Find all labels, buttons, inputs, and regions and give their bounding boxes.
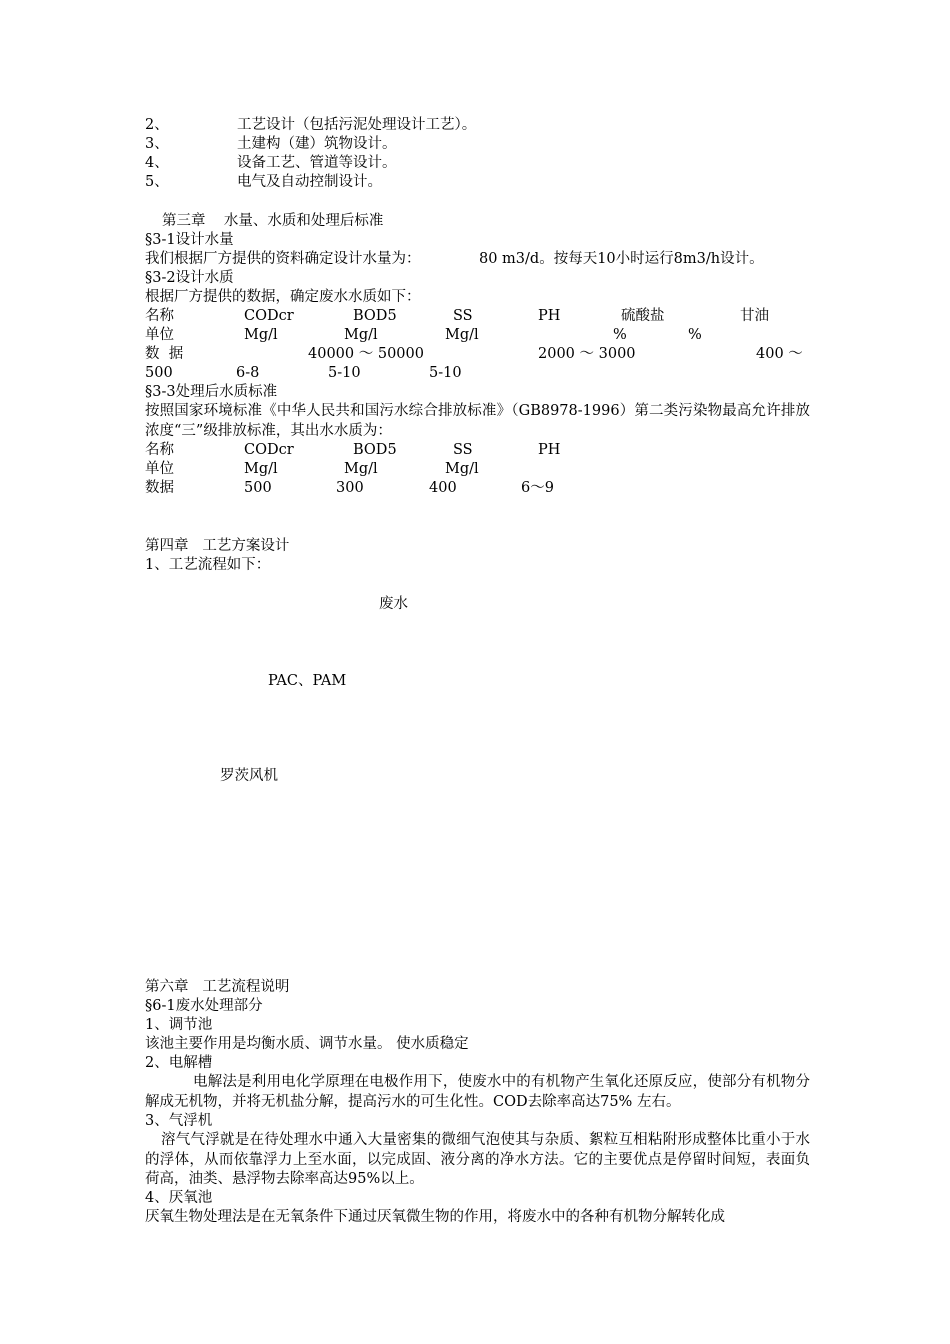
t1-data-row2-a: 500: [145, 365, 173, 381]
t2-units-bod: Mg/l: [344, 461, 378, 477]
flow-label-wastewater: 废水: [379, 596, 408, 612]
chapter4-heading: 第四章 工艺方案设计: [145, 538, 290, 554]
section-3-3-heading: §3-3处理后水质标准: [145, 384, 278, 400]
t1-data-label: 数 据: [145, 346, 184, 362]
t2-units-ss: Mg/l: [445, 461, 479, 477]
section-3-1-heading: §3-1设计水量: [145, 232, 234, 248]
chapter3-heading: 第三章 水量、水质和处理后标准: [162, 213, 384, 229]
t1-units-ss: Mg/l: [445, 327, 479, 343]
quality-intro: 根据厂方提供的数据，确定废水水质如下：: [145, 289, 421, 305]
t2-header-ss: SS: [453, 442, 473, 458]
item-3-number: 3、: [145, 136, 169, 152]
t2-data-cod: 500: [244, 480, 272, 496]
equalization-tank-text: 该池主要作用是均衡水质、调节水量。 使水质稳定: [145, 1036, 469, 1052]
air-flotation-text: 溶气气浮就是在待处理水中通入大量密集的微细气泡使其与杂质、絮粒互相粘附形成整体比重小于水的浮体，从而依靠浮力上至水面，以完成固、液分离的净水方法。它的主要优点是停留时间短，表面负荷高，油类、悬浮物去除率高达95%以上。: [145, 1132, 810, 1187]
section-3-2-heading: §3-2设计水质: [145, 270, 234, 286]
discharge-standard-text: 按照国家环境标准《中华人民共和国污水综合排放标准》（GB8978-1996）第二类污染物最高允许排放浓度“三”级排放标准，其出水水质为：: [145, 403, 810, 439]
t1-data-ss: 400 ～: [756, 346, 803, 362]
anaerobic-tank-title: 4、厌氧池: [145, 1190, 213, 1206]
t2-header-cod: CODcr: [244, 442, 294, 458]
t1-units-label: 单位: [145, 327, 174, 343]
t1-header-bod: BOD5: [353, 308, 397, 324]
item-2-number: 2、: [145, 117, 169, 133]
item-4-number: 4、: [145, 155, 169, 171]
t1-header-cod: CODcr: [244, 308, 294, 324]
t2-data-label: 数据: [145, 480, 174, 496]
electrolysis-text: 电解法是利用电化学原理在电极作用下，使废水中的有机物产生氧化还原反应，使部分有机物分解成无机物，并将无机盐分解，提高污水的可生化性。COD去除率高达75% 左右。: [145, 1074, 810, 1110]
equalization-tank-title: 1、调节池: [145, 1017, 213, 1033]
t2-data-ph: 6～9: [521, 480, 554, 496]
t1-data-row2-d: 5-10: [429, 365, 462, 381]
flow-label-chemicals: PAC、PAM: [268, 673, 347, 689]
anaerobic-tank-text: 厌氧生物处理法是在无氧条件下通过厌氧微生物的作用，将废水中的各种有机物分解转化成: [145, 1209, 725, 1225]
t1-units-sulfate: %: [613, 327, 627, 343]
section-6-1-heading: §6-1废水处理部分: [145, 998, 263, 1014]
chapter6-heading: 第六章 工艺流程说明: [145, 979, 290, 995]
t1-data-row2-c: 5-10: [328, 365, 361, 381]
t1-data-bod: 2000 ～ 3000: [538, 346, 636, 362]
t2-units-label: 单位: [145, 461, 174, 477]
t1-units-bod: Mg/l: [344, 327, 378, 343]
electrolysis-title: 2、电解槽: [145, 1055, 213, 1071]
t2-header-name: 名称: [145, 442, 174, 458]
t2-header-bod: BOD5: [353, 442, 397, 458]
t2-header-ph: PH: [538, 442, 561, 458]
t1-header-glycerol: 甘油: [740, 308, 769, 324]
process-flow-intro: 1、工艺流程如下：: [145, 557, 271, 573]
t1-data-cod: 40000 ～ 50000: [308, 346, 424, 362]
t1-header-ss: SS: [453, 308, 473, 324]
design-flow-value: 80 m3/d。按每天10小时运行8m3/h设计。: [479, 251, 764, 267]
design-flow-text: 我们根据厂方提供的资料确定设计水量为：: [145, 251, 421, 267]
t1-units-glycerol: %: [688, 327, 702, 343]
item-5-text: 电气及自动控制设计。: [237, 174, 382, 190]
flow-label-blower: 罗茨风机: [220, 768, 278, 784]
air-flotation-title: 3、气浮机: [145, 1113, 213, 1129]
t1-data-row2-b: 6-8: [236, 365, 260, 381]
item-2-text: 工艺设计（包括污泥处理设计工艺）。: [237, 117, 477, 133]
t1-header-name: 名称: [145, 308, 174, 324]
t2-units-cod: Mg/l: [244, 461, 278, 477]
item-5-number: 5、: [145, 174, 169, 190]
t2-data-ss: 400: [429, 480, 457, 496]
t1-units-cod: Mg/l: [244, 327, 278, 343]
item-3-text: 土建构（建）筑物设计。: [237, 136, 397, 152]
t2-data-bod: 300: [336, 480, 364, 496]
t1-header-sulfate: 硫酸盐: [621, 308, 665, 324]
t1-header-ph: PH: [538, 308, 561, 324]
item-4-text: 设备工艺、管道等设计。: [237, 155, 397, 171]
